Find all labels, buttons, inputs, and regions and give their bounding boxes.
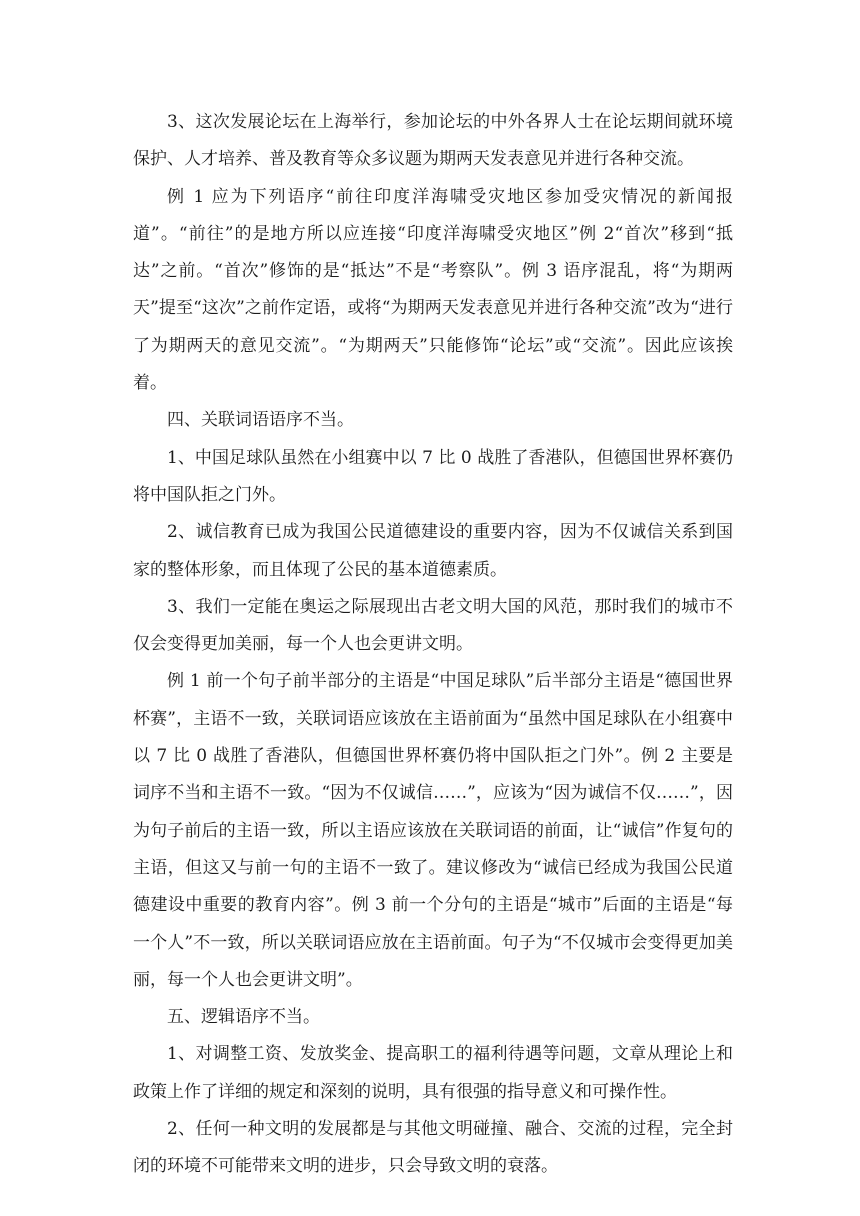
example-item: 2、任何一种文明的发展都是与其他文明碰撞、融合、交流的过程，完全封闭的环境不可能带来文明的进步，只会导致文明的衰落。 bbox=[133, 1119, 733, 1177]
analysis-paragraph: 例 1 应为下列语序“前往印度洋海啸受灾地区参加受灾情况的新闻报道”。“前往”的是地方所以应连接“印度洋海啸受灾地区”例 2“首次”移到“抵达”之前。“首次”修饰的是“抵达”不是“考察队”。例 3 语序混乱，将“为期两天”提至“这次”之前作定语，或将“为期两天发表意见并进行各种交流”改为“进行了为期两天的意见交流”。“为期两天”只能修饰“论坛”或“交流”。因此应该挨着。 bbox=[133, 186, 733, 394]
example-item: 3、这次发展论坛在上海举行，参加论坛的中外各界人士在论坛期间就环境保护、人才培养、普及教育等众多议题为期两天发表意见并进行各种交流。 bbox=[133, 112, 733, 170]
example-item: 3、我们一定能在奥运之际展现出古老文明大国的风范，那时我们的城市不仅会变得更加美丽，每一个人也会更讲文明。 bbox=[133, 596, 733, 655]
section-heading: 五、逻辑语序不当。 bbox=[167, 1007, 320, 1028]
analysis-paragraph: 例 1 前一个句子前半部分的主语是“中国足球队”后半部分主语是“德国世界杯赛”，主语不一致，关联词语应该放在主语前面为“虽然中国足球队在小组赛中以 7 比 0 战胜了香港队，但德国世界杯赛仍将中国队拒之门外”。例 2 主要是词序不当和主语不一致。“因为不仅诚信……”，应该为“因为诚信不仅……”，因为句子前后的主语一致，所以主语应该放在关联词语的前面，让“诚信”作复句的主语，但这又与前一句的主语不一致了。建议修改为“诚信已经成为我国公民道德建设中重要的教育内容”。例 3 前一个分句的主语是“城市”后面的主语是“每一个人”不一致，所以关联词语应放在主语前面。句子为“不仅城市会变得更加美丽，每一个人也会更讲文明”。 bbox=[133, 671, 733, 990]
section-heading: 四、关联词语语序不当。 bbox=[167, 410, 354, 431]
example-item: 1、对调整工资、发放奖金、提高职工的福利待遇等问题，文章从理论上和政策上作了详细的规定和深刻的说明，具有很强的指导意义和可操作性。 bbox=[133, 1044, 733, 1102]
example-item: 2、诚信教育已成为我国公民道德建设的重要内容，因为不仅诚信关系到国家的整体形象，而且体现了公民的基本道德素质。 bbox=[133, 522, 733, 580]
example-item: 1、中国足球队虽然在小组赛中以 7 比 0 战胜了香港队，但德国世界杯赛仍将中国队拒之门外。 bbox=[133, 447, 733, 505]
document-page bbox=[133, 104, 733, 1186]
